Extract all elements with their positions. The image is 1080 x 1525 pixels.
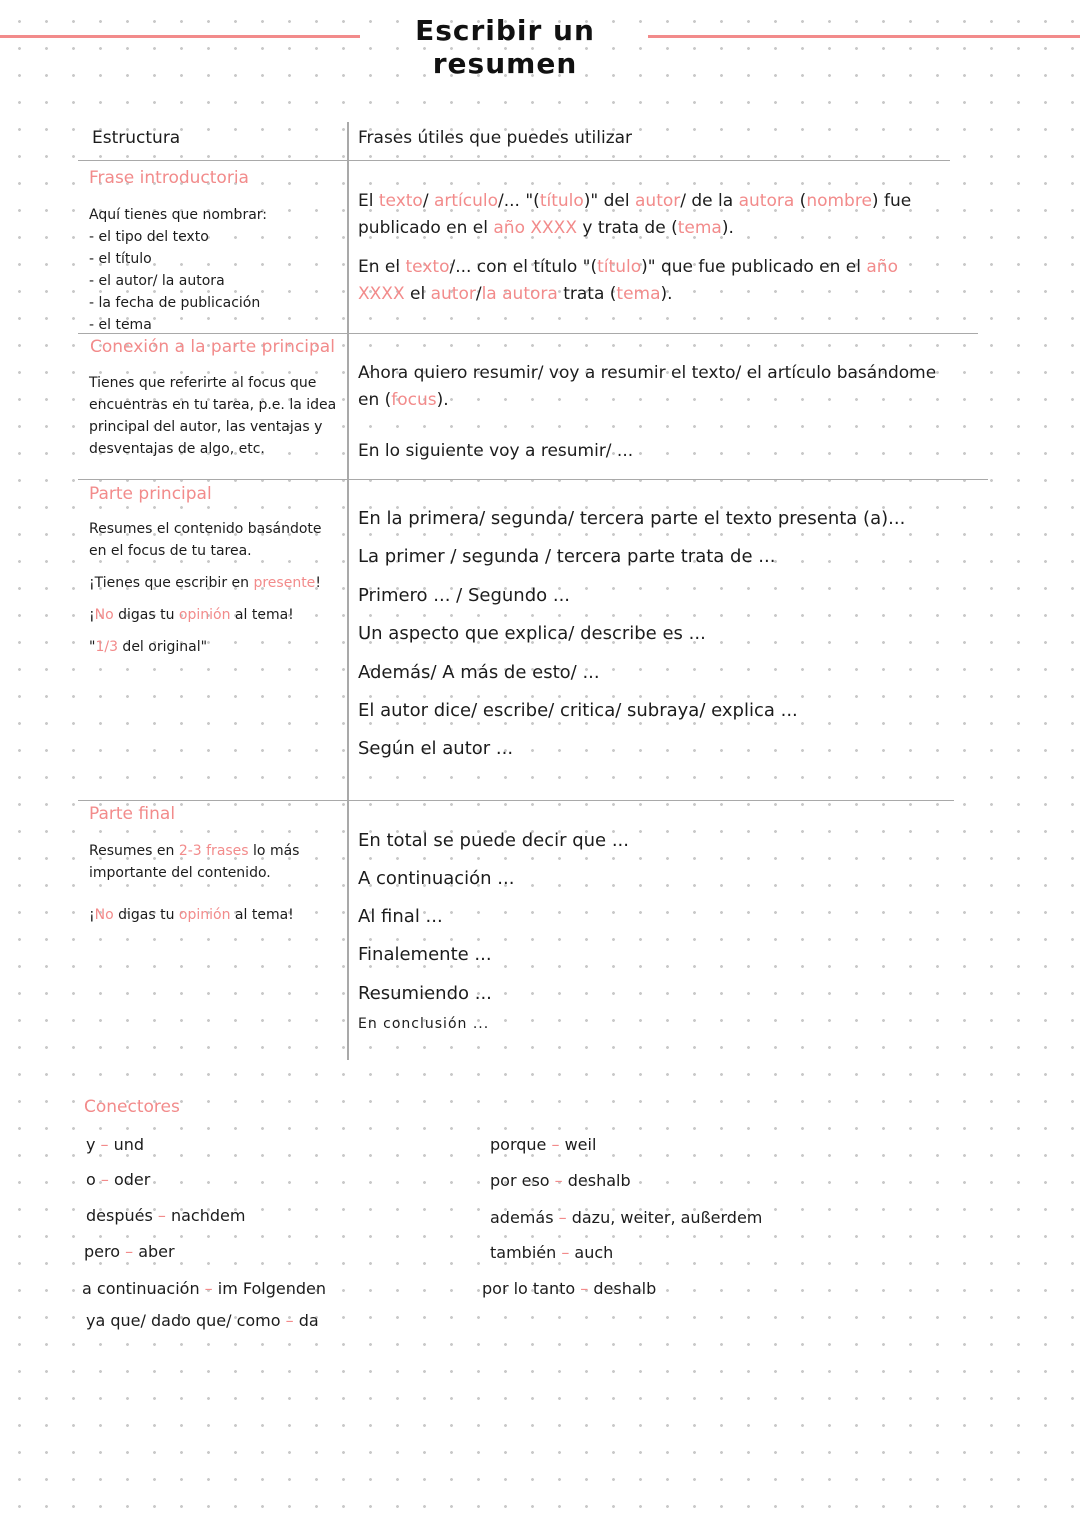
principal-note-length: "1/3 del original" (89, 639, 208, 655)
final-heading: Parte final (89, 804, 176, 824)
table-row-divider-2 (78, 479, 988, 480)
conexion-heading: Conexión a la parte principal (90, 337, 335, 357)
principal-phrase: Además/ A más de esto/ ... (358, 662, 600, 683)
page-title: Escribir un resumen (415, 14, 595, 80)
intro-description: Aquí tienes que nombrar: - el tipo del texto - el título - el autor/ la autora - la fecha de publicación - el tema (89, 207, 268, 333)
connector-pair: y – und (86, 1135, 145, 1154)
principal-phrase: Un aspecto que explica/ describe es ... (358, 623, 706, 644)
connector-pair: ya que/ dado que/ como – da (86, 1311, 319, 1330)
conexion-description: Tienes que referirte al focus que encuentras en tu tarea, p.e. la idea principal del autor, las ventajas y desventajas de algo, etc. (89, 375, 337, 457)
table-column-divider (347, 122, 349, 1060)
principal-phrase: Primero ... / Segundo ... (358, 585, 571, 606)
connector-pair: o – oder (86, 1170, 151, 1189)
principal-heading: Parte principal (89, 484, 212, 504)
principal-phrase: El autor dice/ escribe/ critica/ subraya/ explica ... (358, 700, 798, 721)
connector-pair: además – dazu, weiter, außerdem (490, 1208, 763, 1227)
conexion-phrase-2: En lo siguiente voy a resumir/ ... (358, 441, 634, 461)
conectores-heading: Conectores (84, 1097, 180, 1117)
connector-pair: por eso – deshalb (490, 1171, 631, 1190)
connector-pair: después – nachdem (86, 1206, 246, 1225)
connector-pair: a continuación – im Folgenden (82, 1279, 327, 1298)
final-note-opinion: ¡No digas tu opinión al tema! (89, 907, 294, 923)
principal-description: Resumes el contenido basándote en el focus de tu tarea. (89, 521, 322, 559)
final-phrase: Finalemente ... (358, 944, 492, 965)
final-description: Resumes en 2-3 frases lo más importante del contenido. (89, 843, 300, 881)
intro-heading: Frase introductoria (89, 168, 249, 188)
final-phrase: Resumiendo ... (358, 983, 492, 1004)
table-header-divider (78, 160, 950, 161)
principal-phrase: Según el autor ... (358, 738, 514, 759)
connector-pair: también – auch (490, 1243, 614, 1262)
connector-pair: porque – weil (490, 1135, 597, 1154)
final-phrase-last: En conclusión ... (358, 1016, 490, 1032)
principal-phrase: La primer / segunda / tercera parte trata de ... (358, 546, 776, 567)
intro-phrase-2: En el texto/... con el título "(título)" que fue publicado en el año XXXX el autor/la autora trata (tema). (358, 257, 898, 304)
final-phrase: A continuación ... (358, 868, 515, 889)
conexion-phrase-1: Ahora quiero resumir/ voy a resumir el texto/ el artículo basándome en (focus). (358, 363, 937, 410)
intro-phrase-1: El texto/ artículo/... "(título)" del autor/ de la autora (nombre) fue publicado en el año XXXX y trata de (tema). (358, 191, 912, 238)
connector-pair: pero – aber (84, 1242, 175, 1261)
principal-note-present: ¡Tienes que escribir en presente! (89, 575, 321, 591)
final-phrase: Al final ... (358, 906, 443, 927)
title-rule-left (0, 35, 360, 38)
principal-phrase: En la primera/ segunda/ tercera parte el texto presenta (a)... (358, 508, 906, 529)
title-rule-right (648, 35, 1080, 38)
table-header-left: Estructura (92, 128, 181, 148)
connector-pair: por lo tanto – deshalb (482, 1279, 657, 1298)
final-phrase: En total se puede decir que ... (358, 830, 630, 851)
table-row-divider-3 (78, 800, 954, 801)
principal-note-opinion: ¡No digas tu opinión al tema! (89, 607, 294, 623)
table-header-right: Frases útiles que puedes utilizar (358, 128, 633, 148)
